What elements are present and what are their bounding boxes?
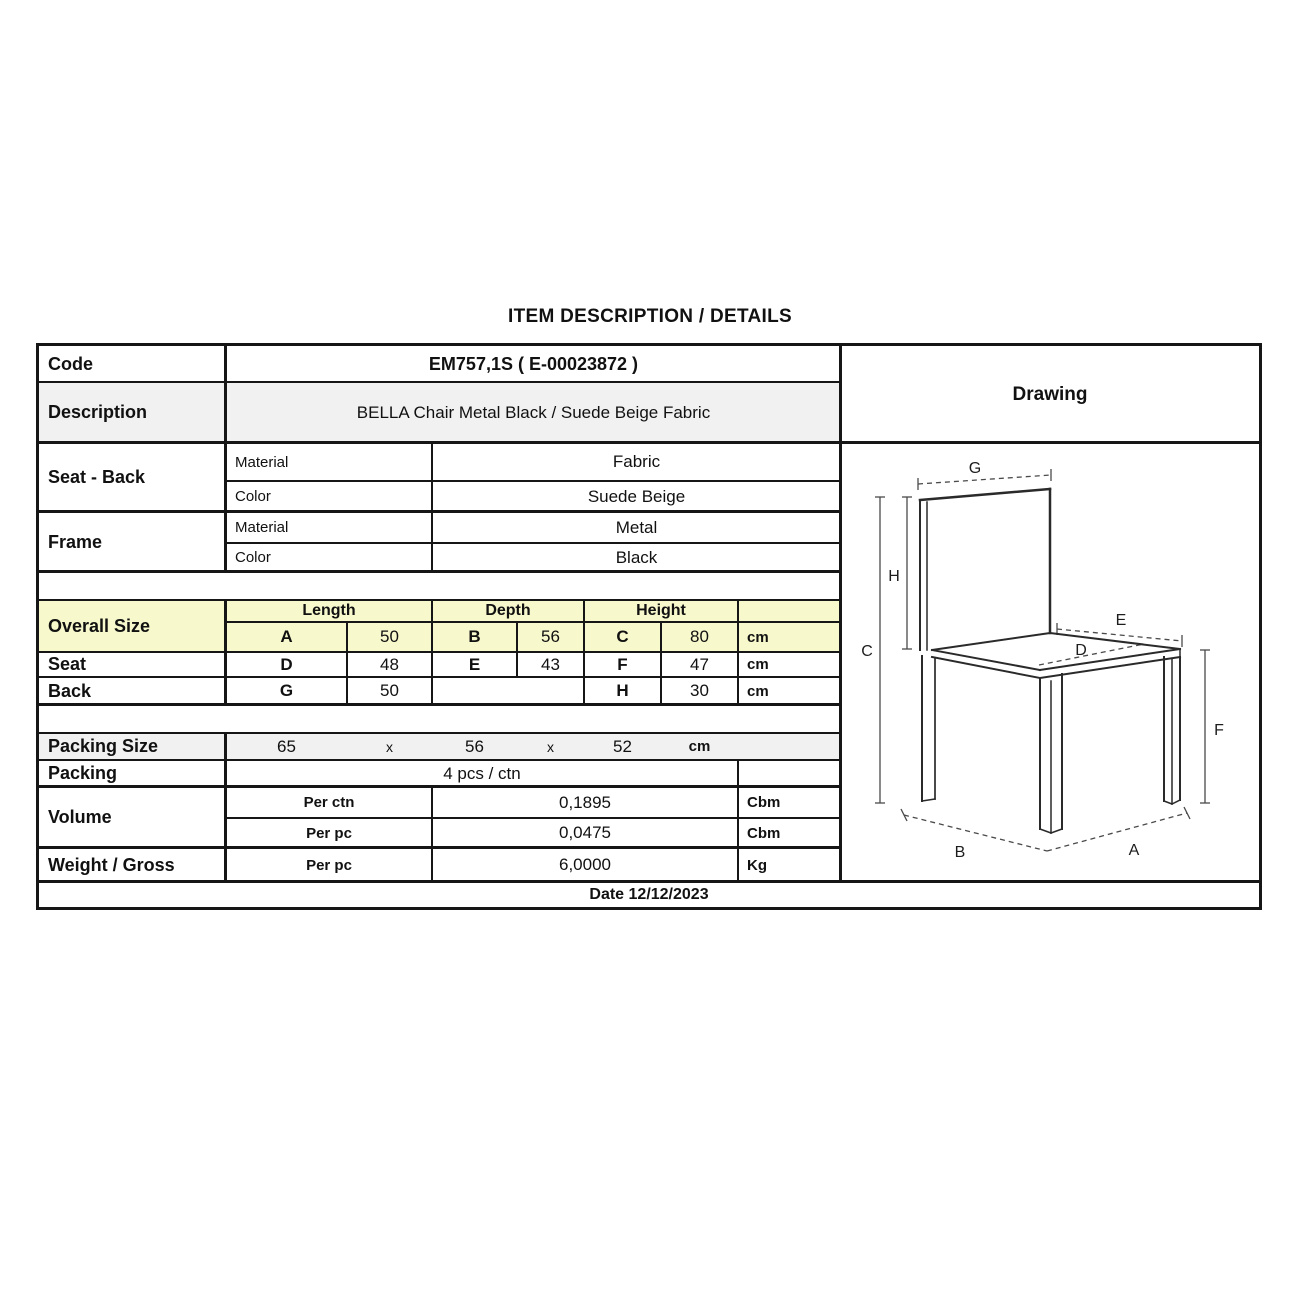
spec-table (36, 343, 1262, 910)
packing-size-dim2: 56 (465, 736, 484, 756)
seat-back-label: Seat - Back (48, 467, 146, 487)
grid-line (660, 622, 662, 705)
height-header: Height (636, 602, 686, 619)
grid-line (39, 651, 841, 653)
grid-line (39, 599, 841, 601)
grid-line (226, 621, 841, 623)
grid-line (431, 600, 433, 705)
grid-line (224, 733, 227, 882)
grid-line (226, 542, 841, 544)
grid-line (39, 759, 841, 761)
volume-per-ctn-label: Per ctn (303, 794, 355, 811)
length-header: Length (302, 602, 356, 619)
packing-size-unit: cm (688, 738, 711, 755)
chair-drawing (841, 443, 1259, 882)
grid-line (583, 600, 585, 705)
grid-line (737, 600, 739, 705)
seat-back-material-label: Material (235, 453, 289, 471)
seat-back-material-value: Fabric (612, 452, 661, 471)
date-row: Date 12/12/2023 (589, 885, 709, 903)
weight-unit: Kg (747, 856, 767, 874)
dim-label-c: C (861, 643, 873, 660)
grid-line (224, 346, 227, 572)
dim-label-b: B (954, 844, 966, 861)
grid-line (39, 785, 841, 788)
overall-b-key: B (468, 627, 481, 646)
grid-line (39, 676, 841, 678)
grid-line (39, 880, 1259, 883)
back-g-key: G (279, 681, 294, 700)
dim-label-a: A (1128, 842, 1140, 859)
frame-material-label: Material (235, 519, 289, 536)
grid-line (226, 480, 841, 482)
packing-size-dim3: 52 (613, 736, 632, 756)
overall-a-key: A (280, 627, 293, 646)
frame-color-label: Color (235, 549, 271, 566)
seat-e-key: E (468, 654, 481, 674)
back-h-key: H (616, 681, 629, 700)
overall-a-value: 50 (380, 627, 399, 646)
volume-per-pc-label: Per pc (306, 824, 352, 842)
description-value: BELLA Chair Metal Black / Suede Beige Fabric (356, 402, 711, 422)
seat-f-key: F (617, 654, 628, 674)
packing-size-label: Packing Size (48, 736, 159, 756)
overall-size-label: Overall Size (48, 615, 151, 636)
overall-unit: cm (747, 628, 769, 646)
frame-material-value: Metal (615, 517, 658, 537)
grid-line (737, 760, 739, 882)
seat-e-value: 43 (541, 654, 560, 674)
overall-b-value: 56 (541, 627, 560, 646)
seat-d-key: D (280, 654, 293, 674)
dim-label-d: D (1075, 642, 1087, 659)
code-label: Code (48, 353, 93, 374)
weight-per-pc-label: Per pc (306, 856, 352, 874)
grid-line (39, 570, 841, 573)
page-title: ITEM DESCRIPTION / DETAILS (507, 306, 792, 327)
back-unit: cm (747, 682, 769, 700)
description-label: Description (48, 402, 148, 422)
overall-c-value: 80 (690, 627, 709, 646)
volume-per-ctn-value: 0,1895 (559, 792, 611, 812)
frame-label: Frame (48, 531, 103, 552)
volume-per-pc-value: 0,0475 (559, 823, 611, 842)
seat-row-label: Seat (48, 654, 87, 674)
grid-line (839, 346, 842, 882)
volume-per-pc-unit: Cbm (747, 824, 781, 842)
grid-line (39, 703, 841, 706)
packing-label: Packing (48, 763, 118, 783)
dim-label-e: E (1115, 612, 1127, 629)
packing-size-sep1: x (386, 738, 393, 755)
grid-line (516, 622, 518, 677)
volume-label: Volume (48, 807, 112, 827)
grid-line (346, 622, 348, 705)
code-value: EM757,1S ( E-00023872 ) (428, 353, 639, 374)
dim-label-f: F (1214, 722, 1224, 739)
back-g-value: 50 (380, 681, 399, 700)
back-row-label: Back (48, 680, 92, 701)
grid-line (431, 787, 433, 882)
volume-per-ctn-unit: Cbm (747, 794, 781, 811)
dim-label-h: H (888, 568, 900, 585)
overall-c-key: C (616, 627, 629, 646)
grid-line (39, 732, 841, 734)
packing-value: 4 pcs / ctn (443, 763, 521, 783)
seat-d-value: 48 (380, 654, 399, 674)
drawing-header: Drawing (1012, 383, 1088, 405)
weight-label: Weight / Gross (48, 854, 175, 875)
packing-size-sep2: x (547, 738, 554, 755)
grid-line (39, 846, 841, 849)
weight-per-pc-value: 6,0000 (559, 855, 611, 874)
grid-line (431, 443, 433, 572)
grid-line (39, 381, 841, 383)
grid-line (39, 441, 1259, 444)
drawing-panel (841, 443, 1259, 882)
dim-label-g: G (968, 460, 982, 477)
grid-line (39, 510, 841, 513)
packing-size-dim1: 65 (277, 736, 296, 756)
back-h-value: 30 (690, 681, 709, 700)
seat-back-color-value: Suede Beige (587, 486, 686, 506)
frame-color-value: Black (615, 547, 658, 567)
seat-unit: cm (747, 656, 769, 673)
grid-line (226, 817, 841, 819)
depth-header: Depth (485, 602, 531, 619)
grid-line (224, 600, 227, 705)
seat-back-color-label: Color (235, 488, 271, 505)
seat-f-value: 47 (690, 654, 709, 674)
